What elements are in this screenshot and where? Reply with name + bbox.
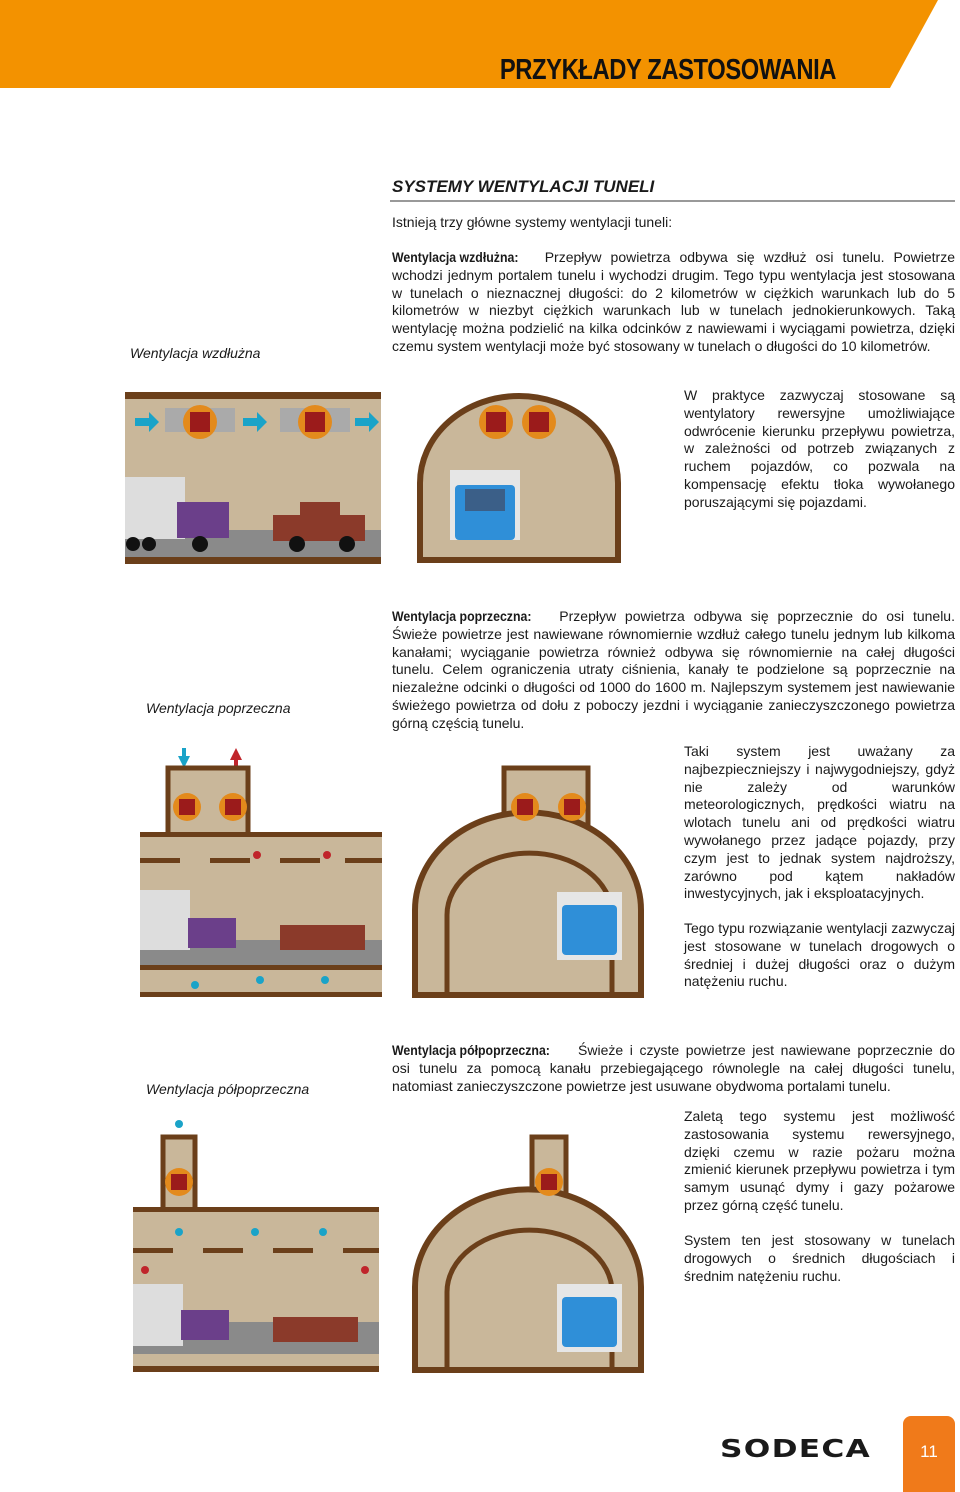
semi-transverse-note-2: System ten jest stosowany w tunelach drogowych o średnich długościach i średnim natężeniu ruchu. [684,1232,955,1284]
sodeca-logo: SODECA [720,1434,871,1463]
transverse-note-2: Tego typu rozwiązanie wentylacji zazwyczaj jest stosowane w tunelach drogowych o średniej i dużej długości oraz o dużym natężeniu ruchu. [684,920,955,990]
transverse-front-illustration [412,740,644,998]
semi-transverse-description: Wentylacja półpoprzeczna: Świeże i czyste powietrze jest nawiewane poprzecznie do osi tunelu za pomocą kanału przebiegającego równolegle na całej długości tunelu, natomiast zanieczyszczone powietrze jest usuwane obydwoma portalami tunelu. [392,1042,955,1094]
semi-transverse-label: Wentylacja półpoprzeczna [146,1081,310,1097]
transverse-note-1: Taki system jest uważany za najbezpieczniejszy i najwygodniejszy, gdyż nie zależy od warunków meteorologicznych, prędkości wiatru na wlotach tunelu ani od prędkości wiatru wywołanego przez jadące pojazdy, przy czym jest to jednak system najdroższy, zarówno pod kątem nakładów inwestycyjnych, jak i eksploatacyjnych. [684,743,955,902]
semi-transverse-side-illustration [133,1112,379,1374]
longitudinal-note: W praktyce zazwyczaj stosowane są wentylatory rewersyjne umożliwiające odwrócenie kierunku przepływu powietrza, w zależności od potrzeb związanych z ruchem pojazdów, co pozwala na kompensację efektu tłoka wywołanego poruszającymi się pojazdami. [684,387,955,510]
transverse-description: Wentylacja poprzeczna: Przepływ powietrza odbywa się poprzecznie do osi tunelu. Świeże powietrze jest nawiewane równomiernie wzdłuż całego tunelu jednym lub kilkoma kanałami; wyciąganie powietrza również odbywa się równomiernie na całej długości tunelu. Celem ograniczenia utraty ciśnienia, kanały te podzielone są poprzecznie na niezależne odcinki o długości od 1000 do 1600 m. Najlepszym systemem jest nawiewanie świeżego powietrza od dołu z poboczy jezdni i wyciąganie zanieczyszczonego powietrza górną częścią tunelu. [392,608,955,731]
transverse-label: Wentylacja poprzeczna [146,700,291,716]
longitudinal-side-illustration [125,392,381,564]
longitudinal-front-illustration [417,393,622,563]
semi-transverse-front-illustration [412,1112,644,1374]
transverse-side-illustration [140,740,382,998]
longitudinal-label: Wentylacja wzdłużna [130,345,261,361]
semi-transverse-term: Wentylacja półpoprzeczna: [392,1042,550,1058]
section-divider [390,200,955,202]
intro-text: Istnieją trzy główne systemy wentylacji tuneli: [392,214,673,230]
page-header-title: PRZYKŁADY ZASTOSOWANIA [499,54,836,86]
longitudinal-term: Wentylacja wzdłużna: [392,249,519,265]
semi-transverse-note-1: Zaletą tego systemu jest możliwość zastosowania systemu rewersyjnego, dzięki czemu w razie pożaru można zmienić kierunek przepływu powietrza i tym samym usunąć dymy i gazy pożarowe przez górną część tunelu. [684,1108,955,1213]
page-number: 11 [903,1416,955,1492]
transverse-term: Wentylacja poprzeczna: [392,608,532,624]
section-title: SYSTEMY WENTYLACJI TUNELI [392,177,655,196]
longitudinal-description: Wentylacja wzdłużna: Przepływ powietrza odbywa się wzdłuż osi tunelu. Powietrze wchodzi jednym portalem tunelu i wychodzi drugim. Tego typu wentylacja jest stosowana w tunelach o nieznacznej długości: do 2 kilometrów w ciężkich warunkach lub do 5 kilometrów w niezbyt ciężkich warunkach lub w tunelach jednokierunkowych. Taką wentylację można podzielić na kilka odcinków z nawiewami i wyciągami powietrza, dzięki czemu system wentylacji może być stosowany w tunelach o długości do 10 kilometrów. [392,249,955,354]
